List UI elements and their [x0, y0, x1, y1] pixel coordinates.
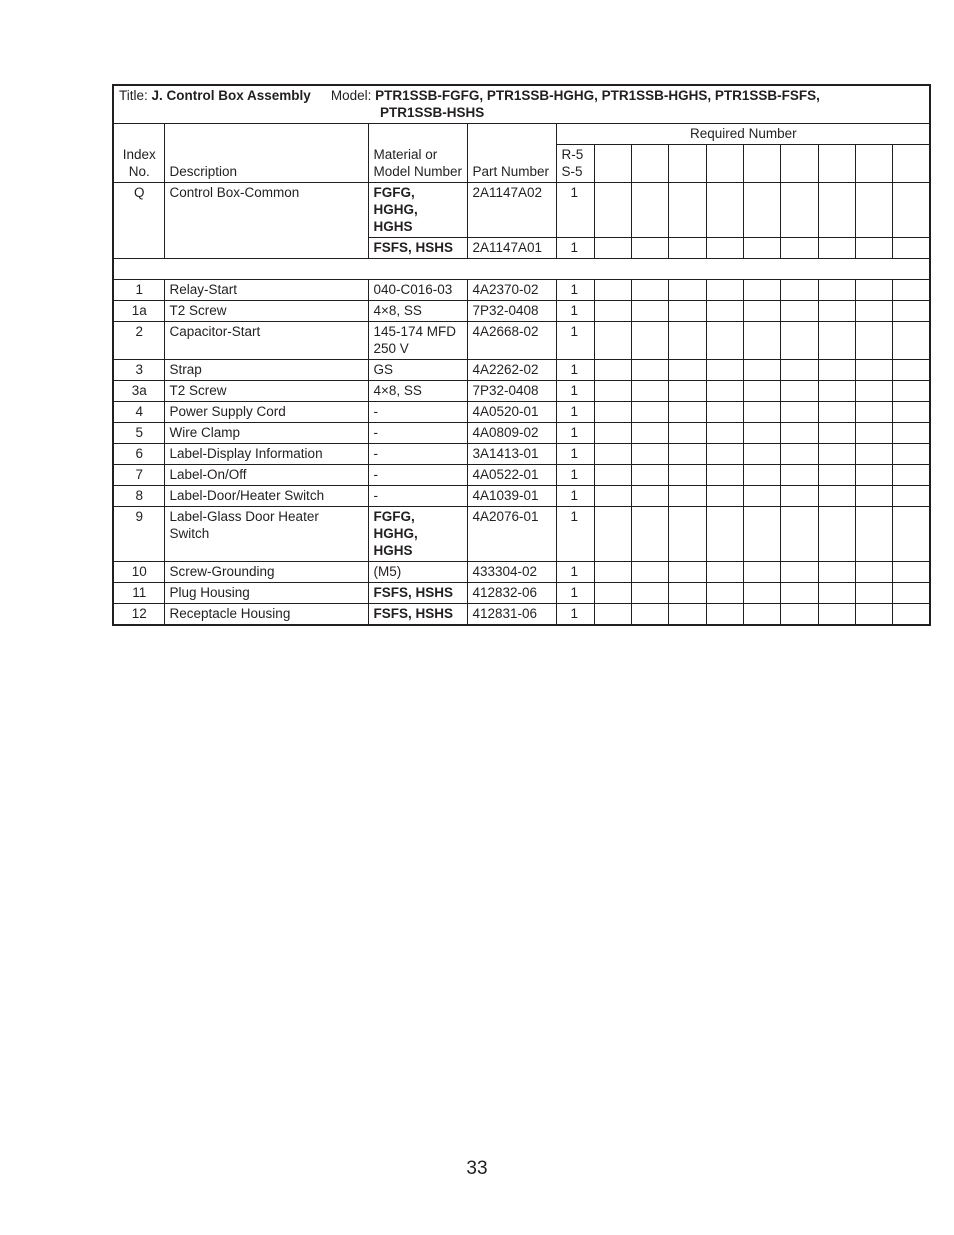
row-description: Label-Glass Door Heater Switch: [164, 507, 368, 562]
row-index: 3: [113, 360, 164, 381]
empty-cell: [892, 507, 930, 562]
empty-cell: [855, 486, 892, 507]
empty-cell: [892, 322, 930, 360]
empty-cell: [780, 402, 818, 423]
row-index: 11: [113, 583, 164, 604]
empty-cell: [892, 360, 930, 381]
empty-cell: [892, 183, 930, 238]
row-index: 8: [113, 486, 164, 507]
row-material: -: [368, 465, 467, 486]
common-qty-1: 1: [556, 183, 594, 238]
empty-cell: [892, 381, 930, 402]
table-row: [113, 322, 930, 360]
row-qty: 1: [556, 423, 594, 444]
empty-cell: [668, 183, 706, 238]
empty-cell: [594, 423, 631, 444]
empty-cell: [892, 280, 930, 301]
parts-table: [112, 84, 931, 626]
table-row: [113, 562, 930, 583]
empty-cell: [743, 604, 780, 626]
empty-cell: [706, 238, 743, 259]
empty-cell: [818, 507, 855, 562]
row-part-number: 7P32-0408: [467, 381, 556, 402]
header-row-1: [113, 124, 930, 145]
row-material: -: [368, 402, 467, 423]
empty-cell: [631, 486, 668, 507]
page-number: 33: [466, 1158, 488, 1179]
row-material: -: [368, 423, 467, 444]
table-row: [113, 465, 930, 486]
row-index: 5: [113, 423, 164, 444]
row-material: FGFG, HGHG, HGHS: [368, 507, 467, 562]
empty-cell: [631, 465, 668, 486]
row-index: 3a: [113, 381, 164, 402]
empty-cell: [668, 486, 706, 507]
row-qty: 1: [556, 322, 594, 360]
empty-cell: [892, 583, 930, 604]
header-r5: R-5 S-5: [556, 145, 594, 183]
empty-cell: [594, 145, 631, 183]
row-index: 2: [113, 322, 164, 360]
row-qty: 1: [556, 486, 594, 507]
empty-cell: [743, 381, 780, 402]
empty-cell: [668, 444, 706, 465]
empty-cell: [631, 145, 668, 183]
empty-cell: [855, 145, 892, 183]
row-material: -: [368, 444, 467, 465]
empty-cell: [631, 360, 668, 381]
empty-cell: [780, 381, 818, 402]
empty-cell: [855, 322, 892, 360]
row-index: 10: [113, 562, 164, 583]
empty-cell: [780, 444, 818, 465]
empty-cell: [818, 145, 855, 183]
row-description: Power Supply Cord: [164, 402, 368, 423]
empty-cell: [780, 562, 818, 583]
empty-cell: [892, 604, 930, 626]
empty-cell: [780, 486, 818, 507]
empty-cell: [780, 183, 818, 238]
empty-cell: [892, 486, 930, 507]
empty-cell: [780, 360, 818, 381]
empty-cell: [594, 183, 631, 238]
row-description: Relay-Start: [164, 280, 368, 301]
empty-cell: [706, 465, 743, 486]
title-cell: [113, 85, 930, 124]
row-part-number: 4A0809-02: [467, 423, 556, 444]
empty-cell: [818, 583, 855, 604]
table-row: [113, 280, 930, 301]
row-index: 4: [113, 402, 164, 423]
common-index: Q: [113, 183, 164, 259]
empty-cell: [631, 444, 668, 465]
row-index: 7: [113, 465, 164, 486]
row-material: FSFS, HSHS: [368, 604, 467, 626]
row-part-number: 4A0522-01: [467, 465, 556, 486]
empty-cell: [818, 444, 855, 465]
row-qty: 1: [556, 360, 594, 381]
empty-cell: [706, 507, 743, 562]
row-qty: 1: [556, 402, 594, 423]
empty-cell: [743, 301, 780, 322]
row-material: 4×8, SS: [368, 381, 467, 402]
empty-cell: [855, 402, 892, 423]
common-row-1: [113, 183, 930, 238]
row-part-number: 412832-06: [467, 583, 556, 604]
empty-cell: [780, 583, 818, 604]
empty-cell: [892, 562, 930, 583]
row-part-number: 4A2370-02: [467, 280, 556, 301]
empty-cell: [594, 280, 631, 301]
empty-cell: [818, 381, 855, 402]
empty-cell: [668, 465, 706, 486]
empty-cell: [668, 562, 706, 583]
empty-cell: [780, 238, 818, 259]
empty-cell: [780, 465, 818, 486]
empty-cell: [706, 562, 743, 583]
empty-cell: [706, 183, 743, 238]
empty-cell: [892, 402, 930, 423]
common-part-1: 2A1147A02: [467, 183, 556, 238]
row-description: Wire Clamp: [164, 423, 368, 444]
empty-cell: [818, 322, 855, 360]
empty-cell: [855, 280, 892, 301]
empty-cell: [631, 322, 668, 360]
common-description: Control Box-Common: [164, 183, 368, 259]
empty-cell: [594, 465, 631, 486]
empty-cell: [780, 507, 818, 562]
table-row: [113, 423, 930, 444]
empty-cell: [818, 423, 855, 444]
header-required-number: Required Number: [556, 124, 930, 145]
empty-cell: [818, 402, 855, 423]
row-index: 9: [113, 507, 164, 562]
empty-cell: [743, 145, 780, 183]
row-part-number: 4A2262-02: [467, 360, 556, 381]
empty-cell: [594, 444, 631, 465]
table-row: [113, 583, 930, 604]
empty-cell: [706, 322, 743, 360]
empty-cell: [668, 360, 706, 381]
empty-cell: [818, 465, 855, 486]
empty-cell: [706, 402, 743, 423]
empty-cell: [743, 238, 780, 259]
table-row: [113, 486, 930, 507]
row-index: 1: [113, 280, 164, 301]
table-row: [113, 301, 930, 322]
empty-cell: [631, 238, 668, 259]
empty-cell: [594, 301, 631, 322]
empty-cell: [706, 583, 743, 604]
models-line1: PTR1SSB-FGFG, PTR1SSB-HGHG, PTR1SSB-HGHS, PTR1SSB-FSFS,: [375, 88, 820, 103]
row-material: 145-174 MFD 250 V: [368, 322, 467, 360]
empty-cell: [818, 280, 855, 301]
empty-cell: [594, 562, 631, 583]
common-part-2: 2A1147A01: [467, 238, 556, 259]
empty-cell: [706, 444, 743, 465]
empty-cell: [668, 604, 706, 626]
empty-cell: [855, 238, 892, 259]
row-qty: 1: [556, 604, 594, 626]
table-row: [113, 381, 930, 402]
header-material: Material or Model Number: [368, 124, 467, 183]
empty-cell: [668, 402, 706, 423]
empty-cell: [668, 238, 706, 259]
empty-cell: [743, 465, 780, 486]
empty-cell: [892, 444, 930, 465]
empty-cell: [706, 423, 743, 444]
empty-cell: [706, 280, 743, 301]
empty-cell: [743, 507, 780, 562]
row-part-number: 4A2076-01: [467, 507, 556, 562]
empty-cell: [743, 360, 780, 381]
empty-cell: [855, 381, 892, 402]
empty-cell: [818, 301, 855, 322]
empty-cell: [743, 322, 780, 360]
row-part-number: 4A1039-01: [467, 486, 556, 507]
empty-cell: [706, 604, 743, 626]
table-row: [113, 402, 930, 423]
empty-cell: [631, 423, 668, 444]
empty-cell: [594, 507, 631, 562]
empty-cell: [892, 423, 930, 444]
title-row: [113, 85, 930, 124]
empty-cell: [631, 583, 668, 604]
empty-cell: [743, 486, 780, 507]
empty-cell: [818, 183, 855, 238]
empty-cell: [855, 423, 892, 444]
empty-cell: [594, 360, 631, 381]
row-index: 1a: [113, 301, 164, 322]
empty-cell: [594, 486, 631, 507]
empty-cell: [855, 301, 892, 322]
row-qty: 1: [556, 562, 594, 583]
row-description: Screw-Grounding: [164, 562, 368, 583]
empty-cell: [818, 604, 855, 626]
spacer-cell: [113, 259, 930, 280]
empty-cell: [668, 583, 706, 604]
row-description: Receptacle Housing: [164, 604, 368, 626]
spacer-row: [113, 259, 930, 280]
empty-cell: [668, 423, 706, 444]
empty-cell: [631, 562, 668, 583]
empty-cell: [780, 604, 818, 626]
row-index: 12: [113, 604, 164, 626]
row-material: -: [368, 486, 467, 507]
empty-cell: [743, 280, 780, 301]
row-part-number: 4A2668-02: [467, 322, 556, 360]
empty-cell: [594, 583, 631, 604]
empty-cell: [892, 238, 930, 259]
row-qty: 1: [556, 301, 594, 322]
row-qty: 1: [556, 444, 594, 465]
row-description: Plug Housing: [164, 583, 368, 604]
empty-cell: [668, 381, 706, 402]
title-label: Title:: [119, 88, 148, 103]
row-description: Label-Display Information: [164, 444, 368, 465]
row-description: Strap: [164, 360, 368, 381]
table-row: [113, 604, 930, 626]
empty-cell: [855, 604, 892, 626]
table-row: [113, 507, 930, 562]
common-qty-2: 1: [556, 238, 594, 259]
empty-cell: [780, 322, 818, 360]
empty-cell: [780, 145, 818, 183]
empty-cell: [855, 465, 892, 486]
empty-cell: [818, 238, 855, 259]
empty-cell: [631, 604, 668, 626]
row-qty: 1: [556, 381, 594, 402]
empty-cell: [743, 444, 780, 465]
empty-cell: [631, 381, 668, 402]
table-row: [113, 444, 930, 465]
empty-cell: [780, 280, 818, 301]
row-qty: 1: [556, 465, 594, 486]
model-label: Model:: [330, 88, 372, 103]
empty-cell: [743, 583, 780, 604]
empty-cell: [594, 322, 631, 360]
row-material: GS: [368, 360, 467, 381]
title-value: J. Control Box Assembly: [151, 88, 311, 103]
common-material-1: FGFG, HGHG, HGHS: [368, 183, 467, 238]
row-description: T2 Screw: [164, 381, 368, 402]
row-qty: 1: [556, 583, 594, 604]
row-index: 6: [113, 444, 164, 465]
row-material: FSFS, HSHS: [368, 583, 467, 604]
row-description: Label-On/Off: [164, 465, 368, 486]
empty-cell: [594, 381, 631, 402]
table-row: [113, 360, 930, 381]
empty-cell: [706, 301, 743, 322]
empty-cell: [668, 507, 706, 562]
empty-cell: [855, 360, 892, 381]
empty-cell: [706, 145, 743, 183]
empty-cell: [706, 381, 743, 402]
empty-cell: [892, 145, 930, 183]
empty-cell: [855, 183, 892, 238]
empty-cell: [855, 444, 892, 465]
empty-cell: [818, 360, 855, 381]
empty-cell: [706, 360, 743, 381]
empty-cell: [780, 423, 818, 444]
empty-cell: [818, 486, 855, 507]
empty-cell: [818, 562, 855, 583]
empty-cell: [668, 145, 706, 183]
empty-cell: [594, 604, 631, 626]
empty-cell: [668, 280, 706, 301]
empty-cell: [594, 402, 631, 423]
empty-cell: [743, 562, 780, 583]
empty-cell: [743, 402, 780, 423]
empty-cell: [892, 301, 930, 322]
row-description: T2 Screw: [164, 301, 368, 322]
empty-cell: [892, 465, 930, 486]
empty-cell: [594, 238, 631, 259]
row-description: Label-Door/Heater Switch: [164, 486, 368, 507]
empty-cell: [780, 301, 818, 322]
empty-cell: [631, 280, 668, 301]
empty-cell: [706, 486, 743, 507]
empty-cell: [855, 507, 892, 562]
row-material: (M5): [368, 562, 467, 583]
row-part-number: 433304-02: [467, 562, 556, 583]
empty-cell: [855, 583, 892, 604]
empty-cell: [668, 301, 706, 322]
row-part-number: 4A0520-01: [467, 402, 556, 423]
row-material: 4×8, SS: [368, 301, 467, 322]
row-qty: 1: [556, 280, 594, 301]
common-material-2: FSFS, HSHS: [368, 238, 467, 259]
empty-cell: [631, 301, 668, 322]
empty-cell: [743, 423, 780, 444]
empty-cell: [631, 507, 668, 562]
empty-cell: [631, 183, 668, 238]
header-description: Description: [164, 124, 368, 183]
empty-cell: [855, 562, 892, 583]
header-index: Index No.: [113, 124, 164, 183]
row-description: Capacitor-Start: [164, 322, 368, 360]
models-line2: PTR1SSB-HSHS: [380, 105, 485, 120]
row-material: 040-C016-03: [368, 280, 467, 301]
empty-cell: [743, 183, 780, 238]
row-part-number: 3A1413-01: [467, 444, 556, 465]
row-qty: 1: [556, 507, 594, 562]
header-part-number: Part Number: [467, 124, 556, 183]
empty-cell: [668, 322, 706, 360]
row-part-number: 7P32-0408: [467, 301, 556, 322]
empty-cell: [631, 402, 668, 423]
row-part-number: 412831-06: [467, 604, 556, 626]
